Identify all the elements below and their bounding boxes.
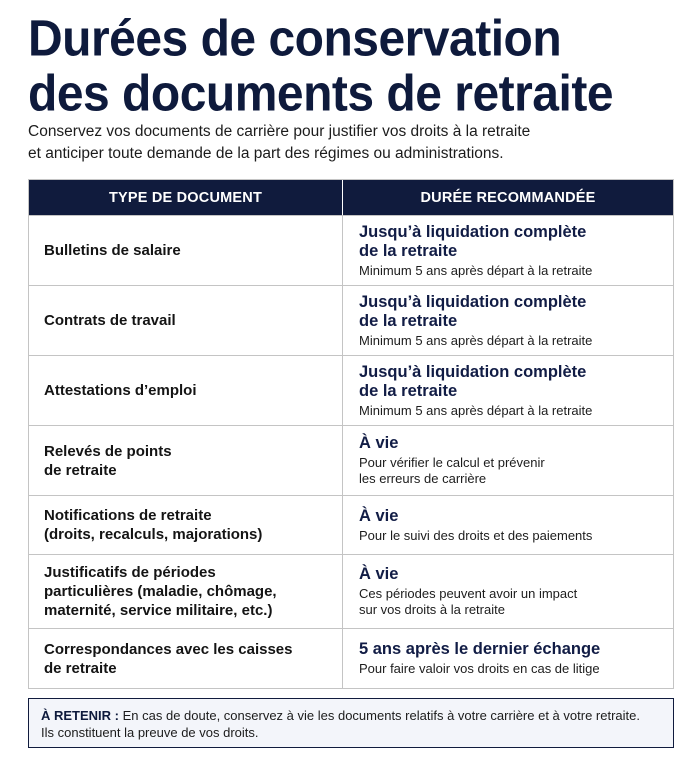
duration-note-line: Minimum 5 ans après départ à la retraite <box>359 332 593 348</box>
reminder-label: À RETENIR : <box>41 708 119 723</box>
reminder-box <box>28 698 674 748</box>
duration-line: de la retraite <box>359 311 458 330</box>
table-row <box>29 215 673 285</box>
document-type-line: (droits, recalculs, majorations) <box>44 526 263 543</box>
duration-note-line: Pour le suivi des droits et des paiements <box>359 527 593 543</box>
duration-note <box>359 661 673 677</box>
header-recommended-duration: DURÉE RECOMMANDÉE <box>420 189 596 206</box>
duration-note-line: Pour faire valoir vos droits en cas de litige <box>359 661 600 676</box>
page-title-line-1: Durées de conservation <box>28 10 562 68</box>
reminder-text-2: Ils constituent la preuve de vos droits. <box>41 725 259 740</box>
document-type-cell <box>29 629 343 688</box>
retention-table <box>28 179 674 689</box>
duration-note-line: sur vos droits à la retraite <box>359 602 505 617</box>
table-row <box>29 554 673 628</box>
reminder-text-1: En cas de doute, conservez à vie les documents relatifs à votre carrière et à votre retraite. <box>122 708 640 723</box>
duration-cell <box>343 426 673 495</box>
duration-value <box>359 363 673 401</box>
duration-note <box>359 333 673 349</box>
duration-cell <box>343 286 673 355</box>
document-type-line: Attestations d’emploi <box>44 382 197 399</box>
duration-line: Jusqu’à liquidation complète <box>359 292 587 311</box>
document-type-line: Correspondances avec les caisses <box>44 640 293 658</box>
duration-value <box>359 293 673 331</box>
page-title-line-2: des documents de retraite <box>28 66 614 123</box>
document-type-line: Contrats de travail <box>44 312 176 329</box>
document-type-line: Bulletins de salaire <box>44 242 181 259</box>
document-type-line: Justificatifs de périodes <box>44 564 216 581</box>
document-type-cell <box>29 216 343 285</box>
duration-value <box>359 434 673 453</box>
intro-line-1: Conservez vos documents de carrière pour justifier vos droits à la retraite <box>28 123 531 140</box>
duration-note-line: les erreurs de carrière <box>359 471 487 486</box>
document-type-line: Notifications de retraite <box>44 507 212 524</box>
document-type-cell <box>29 496 343 554</box>
duration-line: de la retraite <box>359 241 458 260</box>
duration-line: Jusqu’à liquidation complète <box>359 362 587 381</box>
duration-line: de la retraite <box>359 381 458 400</box>
duration-line: À vie <box>359 565 399 583</box>
document-type-line: de retraite <box>44 659 117 677</box>
document-type-line: de retraite <box>44 461 117 479</box>
duration-value <box>359 507 673 526</box>
intro-text <box>28 121 678 165</box>
duration-note <box>359 586 673 618</box>
duration-note-line: Minimum 5 ans après départ à la retraite <box>359 402 593 418</box>
intro-line-2: et anticiper toute demande de la part des régimes ou administrations. <box>28 145 504 162</box>
table-header <box>29 180 673 215</box>
duration-note-line: Pour vérifier le calcul et prévenir <box>359 455 545 470</box>
duration-note-line: Minimum 5 ans après départ à la retraite <box>359 262 593 278</box>
table-row <box>29 495 673 554</box>
table-row <box>29 285 673 355</box>
duration-cell <box>343 216 673 285</box>
duration-cell <box>343 356 673 425</box>
duration-note <box>359 455 673 487</box>
document-type-line: particulières (maladie, chômage, <box>44 583 277 600</box>
reminder-line-1 <box>41 707 661 724</box>
duration-note-line: Ces périodes peuvent avoir un impact <box>359 586 578 601</box>
table-row <box>29 355 673 425</box>
document-type-cell <box>29 356 343 425</box>
table-row <box>29 425 673 495</box>
duration-cell <box>343 555 673 628</box>
duration-line: Jusqu’à liquidation complète <box>359 222 587 241</box>
table-row <box>29 628 673 688</box>
duration-note <box>359 528 673 544</box>
document-type-line: maternité, service militaire, etc.) <box>44 602 273 619</box>
table-body <box>29 215 673 688</box>
document-type-cell <box>29 555 343 628</box>
duration-line: À vie <box>359 506 399 525</box>
duration-line: À vie <box>359 434 399 452</box>
duration-value <box>359 640 673 659</box>
duration-value <box>359 223 673 261</box>
duration-cell <box>343 496 673 554</box>
duration-note <box>359 263 673 279</box>
document-type-cell <box>29 426 343 495</box>
duration-cell <box>343 629 673 688</box>
header-document-type: TYPE DE DOCUMENT <box>29 180 343 215</box>
duration-line: 5 ans après le dernier échange <box>359 640 601 658</box>
duration-value <box>359 565 673 584</box>
page-title <box>28 12 688 122</box>
duration-note <box>359 403 673 419</box>
document-type-line: Relevés de points <box>44 442 172 460</box>
document-type-cell <box>29 286 343 355</box>
